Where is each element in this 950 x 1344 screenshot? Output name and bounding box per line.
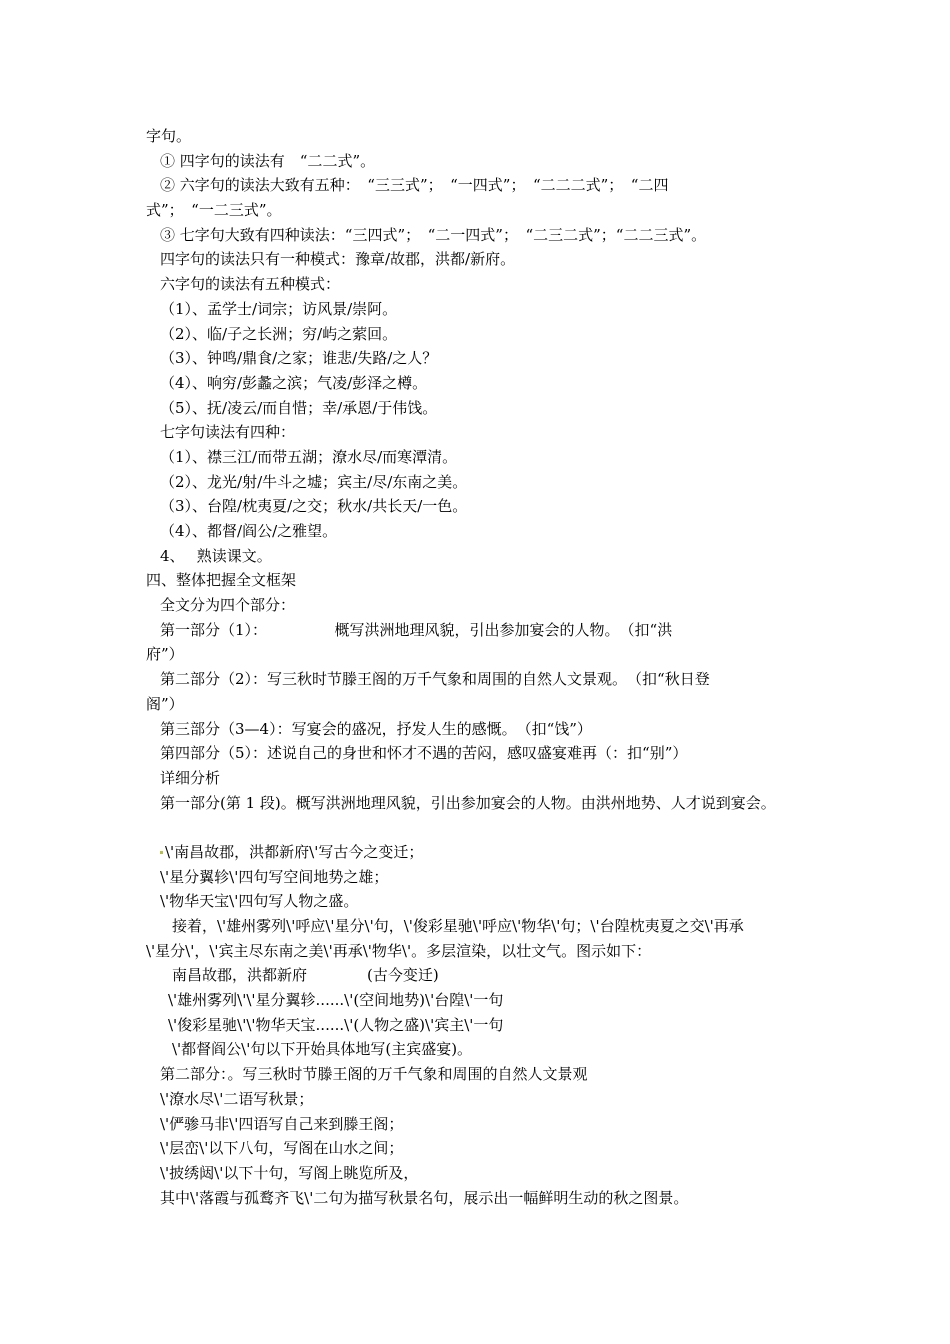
line-text: （3）、钟鸣/鼎食/之家；谁悲/失路/之人？ [160,349,438,368]
line-text: \'南昌故郡，洪都新府\'写古今之变迁； [165,842,424,861]
text-line [146,642,836,667]
text-line [146,1087,836,1112]
text-line [146,914,836,939]
line-text: 接着，\'雄州雾列\'呼应\'星分\'句，\'俊彩星驰\'呼应\'物华\'句；\'台隍枕夷夏之交\'再承 [172,917,744,935]
blank-line [146,815,836,840]
line-text: 4、 熟读课文。 [160,546,272,565]
text-line [146,889,836,914]
document-body [146,124,836,1210]
text-line [146,346,836,371]
text-line [146,1112,836,1137]
line-text: \'披绣闼\'以下十句，写阁上眺览所及， [160,1163,419,1182]
line-text: （4）、都督/阎公/之雅望。 [160,522,338,540]
text-line [146,568,836,593]
text-line [146,791,836,816]
text-line [146,741,836,766]
line-text: 其中\'落霞与孤鹜齐飞\'二句为描写秋景名句，展示出一幅鲜明生动的秋之图景。 [160,1188,689,1207]
text-line [146,173,836,198]
text-line [146,1161,836,1186]
text-line [146,519,836,544]
text-line [146,593,836,618]
text-line [146,124,836,149]
text-line [146,717,836,742]
line-text: 第二部分：。写三秋时节滕王阁的万千气象和周围的自然人文景观 [160,1065,588,1084]
line-text: 字句。 [146,127,192,145]
text-line [146,396,836,421]
line-text: 四、整体把握全文框架 [146,571,297,590]
line-text: ② 六字句的读法大致有五种： “三三式”； “一四式”； “二二二式”； “二四 [160,176,669,195]
text-line [146,297,836,322]
line-text: ③ 七字句大致有四种读法：“三四式”； “二一四式”； “二三二式”；“二二三式”。 [160,225,707,244]
text-line [146,939,836,964]
line-text: \'潦水尽\'二语写秋景； [160,1089,314,1108]
line-text: （3）、台隍/枕夷夏/之交；秋水/共长天/一色。 [160,497,468,516]
line-text: （2）、龙光/射/牛斗之墟；宾主/尽/东南之美。 [160,472,468,491]
line-text: （1）、孟学士/词宗；访风景/崇阿。 [160,299,398,318]
text-line [146,1013,836,1038]
line-text: \'层峦\'以下八句，写阁在山水之间； [160,1139,404,1158]
line-text: 式”； “一二三式”。 [146,201,282,220]
line-text: 详细分析 [160,768,221,787]
line-text: 全文分为四个部分： [160,596,296,615]
line-text: 第二部分（2）：写三秋时节滕王阁的万千气象和周围的自然人文景观。 （扣“秋日登 [160,670,710,689]
text-line [146,618,836,643]
line-text: \'星分翼轸\'四句写空间地势之雄； [160,867,389,886]
line-text: \'雄州雾列\'\'星分翼轸......\'(空间地势)\'台隍\'一句 [168,991,504,1010]
text-line [146,1037,836,1062]
line-text: 四字句的读法只有一种模式：豫章/故郡，洪都/新府。 [160,250,516,269]
text-line [146,840,836,865]
line-text: \'俨骖马非\'四语写自己来到滕王阁； [160,1114,404,1133]
text-line [146,1186,836,1211]
line-text: 第一部分（1）： 概写洪洲地理风貌，引出参加宴会的人物。 （扣“洪 [160,620,673,639]
line-text: \'星分\'，\'宾主尽东南之美\'再承\'物华\'。多层渲染，以壮文气。图示如下： [146,941,652,960]
text-line [146,667,836,692]
text-line [146,445,836,470]
line-text: \'俊彩星驰\'\'物华天宝......\'(人物之盛)\'宾主\'一句 [168,1015,504,1034]
text-line [146,1136,836,1161]
line-text: ① 四字句的读法有 “二二式”。 [160,151,376,170]
text-line [146,963,836,988]
text-line [146,149,836,174]
text-line [146,1062,836,1087]
text-line [146,470,836,495]
text-line [146,692,836,717]
line-text: 府”） [146,645,184,664]
line-text: \'都督阎公\'句以下开始具体地写(主宾盛宴)。 [172,1040,473,1059]
line-text: （1）、襟三江/而带五湖；潦水尽/而寒潭清。 [160,447,458,466]
text-line [146,247,836,272]
text-line [146,322,836,347]
line-text: 阁”） [146,694,184,713]
text-line [146,865,836,890]
text-line [146,272,836,297]
text-line [146,371,836,396]
text-line [146,420,836,445]
line-text: 第四部分（5）：述说自己的身世和怀才不遇的苦闷，感叹盛宴难再（：扣“别”） [160,744,688,763]
text-line [146,198,836,223]
line-text: 第一部分(第 1 段)。概写洪洲地理风貌，引出参加宴会的人物。由洪州地势、人才说到宴会。 [160,793,776,812]
line-text: \'物华天宝\'四句写人物之盛。 [160,892,359,911]
text-line [146,544,836,569]
line-text: （5）、抚/凌云/而自惜；幸/承恩/于伟饯。 [160,398,438,417]
text-line [146,988,836,1013]
line-text: 七字句读法有四种： [160,423,296,442]
line-text: 第三部分（3—4）：写宴会的盛况，抒发人生的感慨。 （扣“饯”） [160,719,592,738]
line-text: 南昌故郡，洪都新府 (古今变迁) [172,966,439,985]
text-line [146,494,836,519]
line-text: （2）、临/子之长洲；穷/屿之萦回。 [160,324,398,343]
text-line [146,223,836,248]
line-text: （4）、响穷/彭蠡之滨；气凌/彭泽之樽。 [160,373,428,392]
line-text: 六字句的读法有五种模式： [160,275,341,294]
marker-dot-icon [160,851,163,854]
text-line [146,766,836,791]
